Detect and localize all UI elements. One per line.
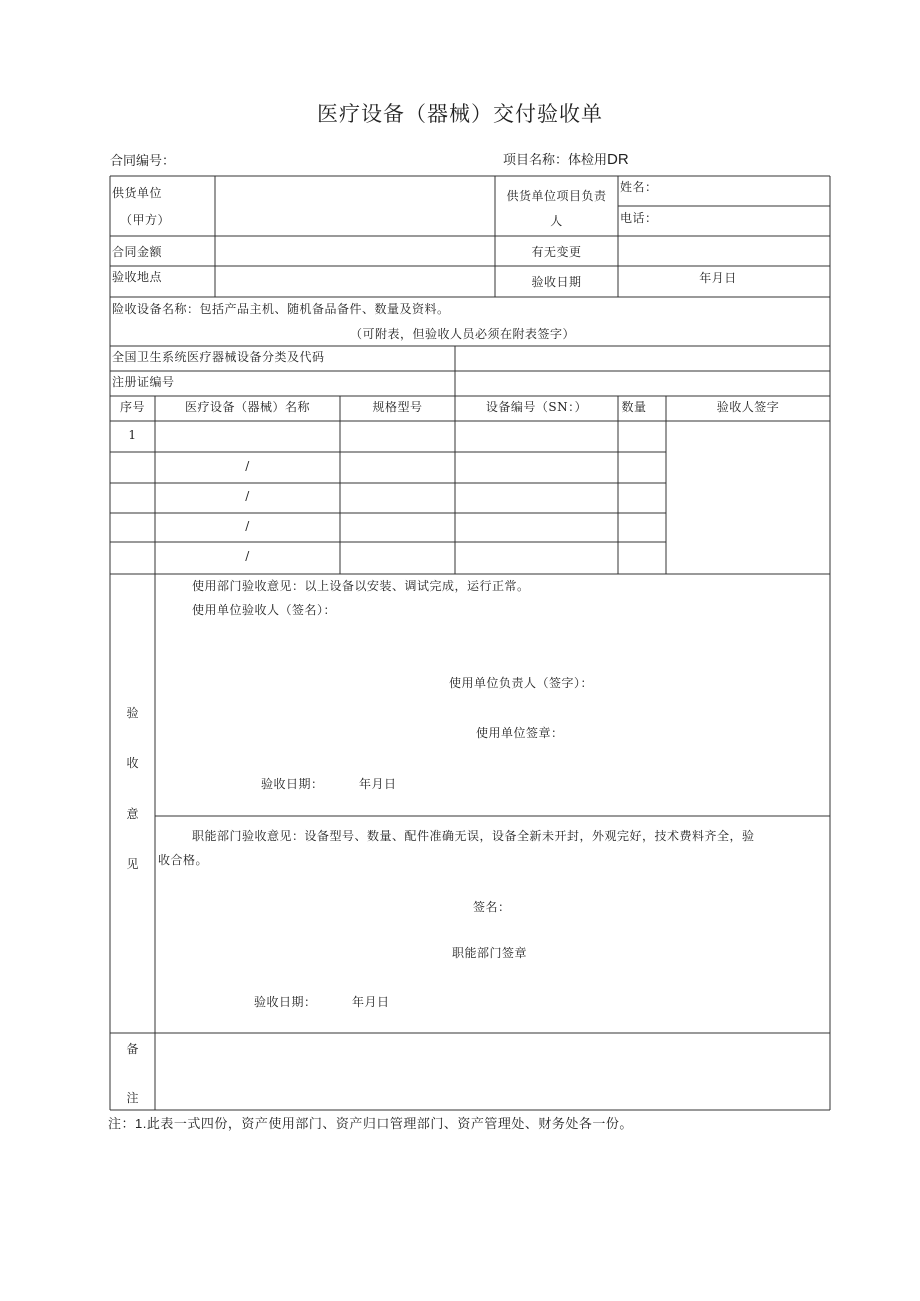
contract-amount-label: 合同金额 — [112, 245, 163, 259]
acceptance-date-value: 年月日 — [699, 271, 737, 285]
supplier-manager-label-cont: 人 — [550, 214, 563, 228]
dept-date-value: 年月日 — [359, 777, 397, 791]
footer-note-number: 1. — [135, 1116, 147, 1131]
equipment-description: 险收设备名称：包括产品主机、随机备品备件、数量及资料。 — [112, 302, 450, 316]
remarks-label-char-1: 备 — [126, 1042, 139, 1056]
project-name-label: 项目名称：体检用 — [503, 153, 608, 168]
row-1-no: 1 — [128, 428, 137, 442]
changes-label: 有无变更 — [531, 245, 582, 259]
row-2-name: / — [245, 459, 250, 473]
func-date-label: 验收日期： — [254, 995, 317, 1009]
func-opinion-text: 职能部门验收意见：设备型号、数量、配件准确无误，设备全新未开封，外观完好，技术费料齐全，验 — [192, 829, 755, 843]
project-name-value: DR — [607, 151, 629, 168]
header-no: 序号 — [119, 400, 145, 414]
header-quantity: 数量 — [621, 400, 647, 414]
page-title: 医疗设备（器械）交付验收单 — [317, 102, 603, 126]
header-signature: 验收人签字 — [716, 400, 780, 414]
dept-seal-label: 使用单位签章： — [476, 726, 564, 740]
dept-acceptor-signature-label: 使用单位验收人（签名）： — [192, 603, 337, 617]
footer-note-prefix: 注： — [108, 1117, 136, 1132]
project-name — [503, 149, 629, 168]
func-date-value: 年月日 — [352, 995, 390, 1009]
func-signature-label: 签名： — [473, 900, 511, 914]
classification-label: 全国卫生系统医疗器械设备分类及代码 — [112, 350, 325, 364]
dept-opinion-text: 使用部门验收意见：以上设备以安装、调试完成，运行正常。 — [192, 579, 530, 593]
supplier-party-label: （甲方） — [120, 213, 171, 227]
dept-date-label: 验收日期： — [261, 777, 324, 791]
func-seal-label: 职能部门签章 — [452, 946, 528, 960]
row-3-name: / — [245, 489, 250, 503]
supplier-label: 供货单位 — [112, 186, 163, 200]
footer-note-text: 此表一式四份，资产使用部门、资产归口管理部门、资产管理处、财务处各一份。 — [146, 1117, 633, 1132]
remarks-label-char-2: 注 — [126, 1091, 139, 1105]
equipment-description-note: （可附表，但验收人员必须在附表签字） — [350, 327, 576, 341]
opinion-label-char-1: 验 — [126, 706, 139, 720]
supplier-manager-label: 供货单位项目负责 — [506, 189, 607, 203]
row-4-name: / — [245, 519, 250, 533]
acceptance-place-label: 验收地点 — [112, 270, 163, 284]
manager-phone-label: 电话： — [620, 211, 658, 225]
opinion-label-char-2: 收 — [126, 756, 139, 770]
manager-name-label: 姓名： — [620, 180, 658, 194]
func-opinion-text-cont: 收合格。 — [158, 853, 209, 867]
opinion-label-char-4: 见 — [126, 857, 139, 871]
opinion-label-char-3: 意 — [126, 807, 139, 821]
header-serial: 设备编号（SN：） — [485, 400, 588, 414]
row-5-name: / — [245, 549, 250, 563]
footer-note — [108, 1113, 633, 1132]
registration-label: 注册证编号 — [112, 375, 175, 389]
acceptance-date-label: 验收日期 — [531, 275, 582, 289]
header-device-name: 医疗设备（器械）名称 — [184, 400, 310, 414]
dept-responsible-signature-label: 使用单位负责人（签字）： — [449, 676, 594, 690]
header-model: 规格型号 — [372, 400, 423, 414]
contract-number-label: 合同编号： — [110, 154, 176, 169]
